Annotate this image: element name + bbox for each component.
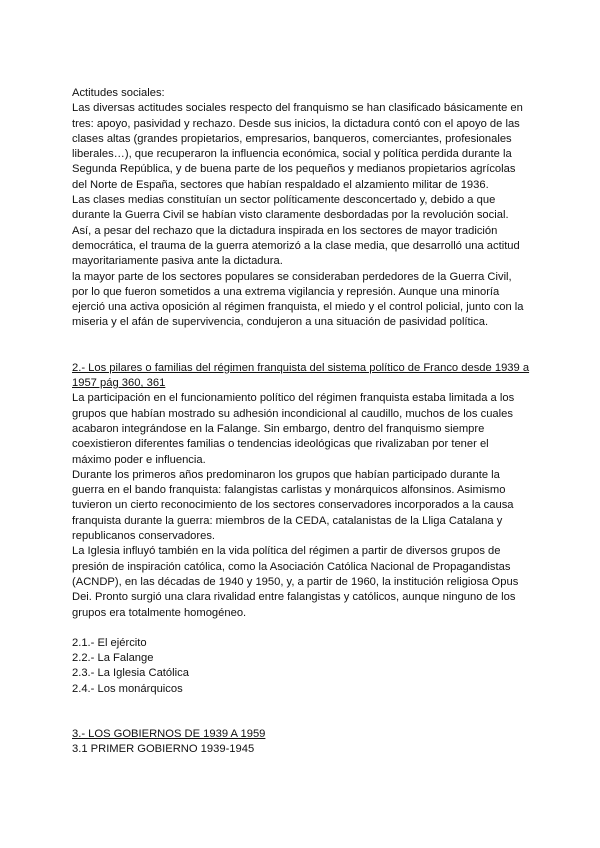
spacer [72, 331, 530, 361]
section-heading-gobiernos: 3.- LOS GOBIERNOS DE 1939 A 1959 [72, 727, 266, 740]
paragraph: Las clases medias constituían un sector políticamente desconcertado y, debido a que durante la Guerra Civil se habían visto claramente desbordadas por la revolución social. Así, a pesar del rechazo que la dictadura inspirada en los sectores de mayor tradición democrática, el trauma de la guerra atemorizó a la clase media, que desarrolló una actitud mayoritariamente pasiva ante la dictadura. [72, 194, 520, 268]
paragraph: la mayor parte de los sectores populares se consideraban perdedores de la Guerra Civil, por lo que fueron sometidos a una extrema vigilancia y represión. Aunque una minoría ejerció una activa oposición al régimen franquista, el miedo y el control policial, junto con la miseria y el afán de supervivencia, condujeron a una situación de pasividad política. [72, 270, 524, 329]
paragraph: Durante los primeros años predominaron los grupos que habían participado durante la guerra en el bando franquista: falangistas carlistas y monárquicos alfonsinos. Asimismo tuvieron un cierto reconocimiento de los sectores conservadores incorporados a la causa franquista durante la guerra: miembros de la CEDA, catalanistas de la Lliga Catalana y republicanos conservadores. [72, 468, 514, 543]
subsection-heading: 3.1 PRIMER GOBIERNO 1939-1945 [72, 743, 255, 756]
subsection-item: 2.3.- La Iglesia Católica [72, 667, 189, 680]
subsection-item: 2.2.- La Falange [72, 652, 154, 665]
paragraph: La Iglesia influyó también en la vida política del régimen a partir de diversos grupos de presión de inspiración católica, como la Asociación Católica Nacional de Propagandistas (ACNDP), en las décadas de 1940 y 1950, y, a partir de 1960, la institución religiosa Opus Dei. Pronto surgió una clara rivalidad entre falangistas y católicos, aunque ninguno de los grupos era totalmente homogéneo. [72, 545, 519, 619]
paragraph: Las diversas actitudes sociales respecto del franquismo se han clasificado básicamente en tres: apoyo, pasividad y rechazo. Desde sus inicios, la dictadura contó con el apoyo de las clases altas (grandes propietarios, empresarios, banqueros, comerciantes, profesionales liberales…), que recuperaron la influencia económica, social y política perdida durante la Segunda República, y de buena parte de los pequeños y medianos propietarios agrícolas del Norte de España, sectores que habían respaldado el alzamiento militar de 1936. [72, 102, 523, 191]
document-body [72, 86, 530, 758]
section-heading-actitudes: Actitudes sociales: [72, 87, 165, 99]
section-heading-pilares: 2.- Los pilares o familias del régimen franquista del sistema político de Franco desde 1939 a 1957 pág 360, 361 [72, 361, 530, 390]
subsection-item: 2.1.- El ejército [72, 636, 147, 649]
paragraph: La participación en el funcionamiento político del régimen franquista estaba limitada a los grupos que habían mostrado su adhesión incondicional al caudillo, muchos de los cuales acabaron integrándose en la Falange. Sin embargo, dentro del franquismo siempre coexistieron diferentes familias o tendencias ideológicas que rivalizaban por tener el máximo poder e influencia. [72, 392, 515, 466]
spacer [72, 621, 530, 636]
spacer [72, 697, 530, 727]
subsection-item: 2.4.- Los monárquicos [72, 682, 183, 695]
